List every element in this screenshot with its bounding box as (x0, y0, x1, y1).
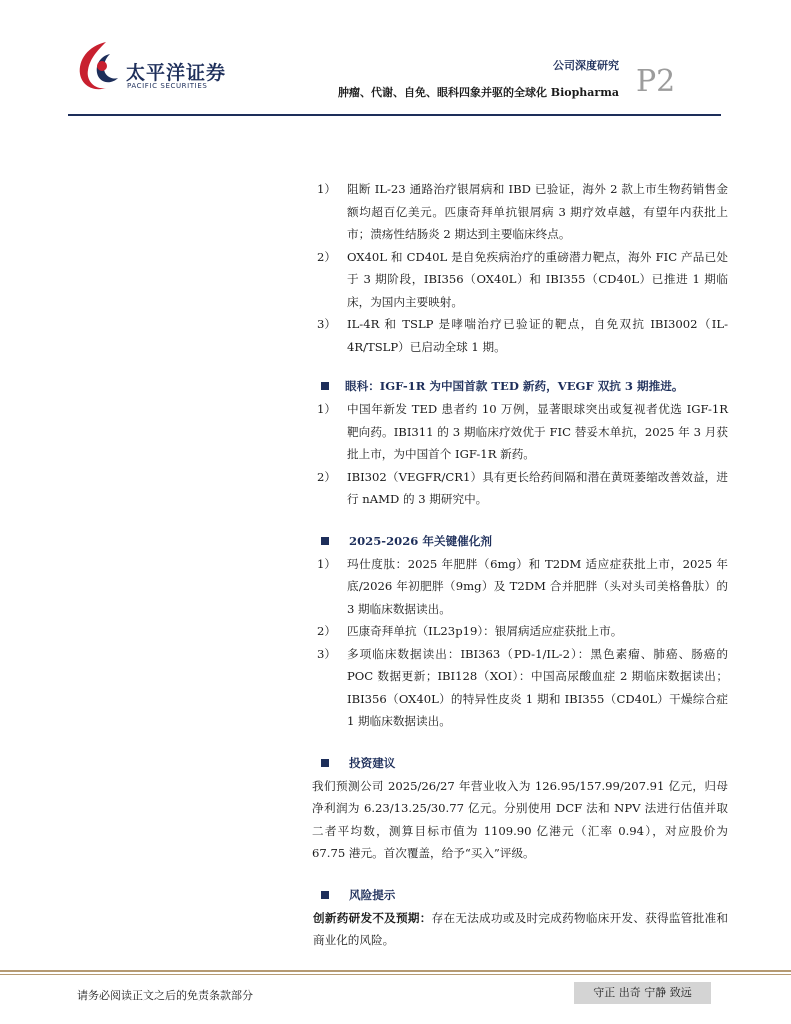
list-item (313, 398, 728, 466)
section-heading-risk (321, 883, 728, 907)
list-text: 多项临床数据读出：IBI363（PD-1/IL-2）：黑色素瘤、肺癌、肠癌的 POC 数据更新；IBI128（XOI）：中国高尿酸血症 2 期临床数据读出；IBI356（OX40L）的特异性皮炎 1 期和 IBI355（CD40L）干燥综合症 1 期临床数据读出。 (347, 646, 728, 728)
square-bullet-icon (321, 537, 329, 545)
list-text: IBI302（VEGFR/CR1）具有更长给药间隔和潜在黄斑萎缩改善效益，进行 nAMD 的 3 期研究中。 (347, 469, 728, 506)
list-number: 1） (317, 182, 336, 196)
company-logo (76, 40, 236, 100)
risk-text: 存在无法成功或及时完成药物临床开发、获得监管批准和商业化的风险。 (313, 910, 728, 947)
section-heading-ophthalmology (321, 374, 728, 398)
list-number: 1） (317, 402, 336, 416)
list-number: 2） (317, 249, 336, 264)
list-item (313, 178, 728, 246)
list-item (313, 313, 728, 358)
list-text: IL-4R 和 TSLP 是哮喘治疗已验证的靶点，自免双抗 IBI3002（IL-4R/TSLP）已启动全球 1 期。 (347, 317, 728, 354)
square-bullet-icon (321, 759, 329, 767)
page-number: P2 (636, 64, 676, 99)
heading-text: 投资建议 (349, 755, 396, 770)
list-text: 匹康奇拜单抗（IL23p19）：银屑病适应症获批上市。 (347, 624, 623, 638)
list-item (313, 246, 728, 314)
list-text: OX40L 和 CD40L 是自免疾病治疗的重磅潜力靶点，海外 FIC 产品已处于 3 期阶段，IBI356（OX40L）和 IBI355（CD40L）已推进 1 期临床，为国内主要映射。 (347, 249, 728, 309)
heading-text: 风险提示 (349, 887, 396, 902)
list-number: 1） (317, 556, 336, 571)
list-item (313, 553, 728, 621)
list-text: 玛仕度肽：2025 年肥胖（6mg）和 T2DM 适应症获批上市，2025 年底/2026 年初肥胖（9mg）及 T2DM 合并肥胖（头对头司美格鲁肽）的 3 期临床数据读出。 (347, 556, 728, 616)
footer-divider (0, 970, 791, 972)
list-number: 3） (317, 317, 336, 331)
list-item (313, 620, 728, 643)
logo-name-cn: 太平洋证券 (126, 62, 227, 84)
heading-text: 2025-2026 年关键催化剂 (349, 533, 492, 548)
square-bullet-icon (321, 891, 329, 899)
header-divider (68, 114, 721, 116)
list-number: 3） (317, 646, 336, 661)
list-number: 2） (317, 469, 336, 484)
list-text: 阻断 IL-23 通路治疗银屑病和 IBD 已验证，海外 2 款上市生物药销售金额均超百亿美元。匹康奇拜单抗银屑病 3 期疗效卓越，有望年内获批上市；溃疡性结肠炎 2 期达到主要临床终点。 (347, 182, 728, 241)
list-number: 2） (317, 624, 336, 638)
section-heading-investment (321, 751, 728, 775)
footer-divider-thin (0, 974, 791, 975)
report-type: 公司深度研究 (553, 59, 619, 72)
report-title: 肿瘤、代谢、自免、眼科四象并驱的全球化 Biopharma (337, 86, 619, 99)
disclaimer-note: 请务必阅读正文之后的免责条款部分 (77, 989, 253, 1002)
square-bullet-icon (321, 382, 329, 390)
list-text: 中国年新发 TED 患者约 10 万例，显著眼球突出或复视者优选 IGF-1R 靶向药。IBI311 的 3 期临床疗效优于 FIC 替妥木单抗，2025 年 3 月获批上市，为中国首个 IGF-1R 新药。 (347, 402, 728, 461)
logo-mark-icon (76, 40, 122, 92)
section-heading-catalysts (321, 529, 728, 553)
heading-text: 眼科：IGF-1R 为中国首款 TED 新药，VEGF 双抗 3 期推进。 (345, 379, 684, 393)
main-content (313, 178, 728, 952)
company-motto: 守正 出奇 宁静 致远 (574, 982, 711, 1004)
list-item (313, 466, 728, 511)
list-item (313, 643, 728, 733)
risk-paragraph (313, 907, 728, 952)
investment-paragraph: 我们预测公司 2025/26/27 年营业收入为 126.95/157.99/207.91 亿元，归母净利润为 6.23/13.25/30.77 亿元。分别使用 DCF 法和 NPV 法进行估值并取二者平均数，测算目标市值为 1109.90 亿港元（汇率 0.94），对应股价为 67.75 港元。首次覆盖，给予“买入”评级。 (312, 778, 728, 860)
logo-name-en: PACIFIC SECURITIES (127, 82, 208, 90)
risk-lead: 创新药研发不及预期： (313, 910, 432, 925)
